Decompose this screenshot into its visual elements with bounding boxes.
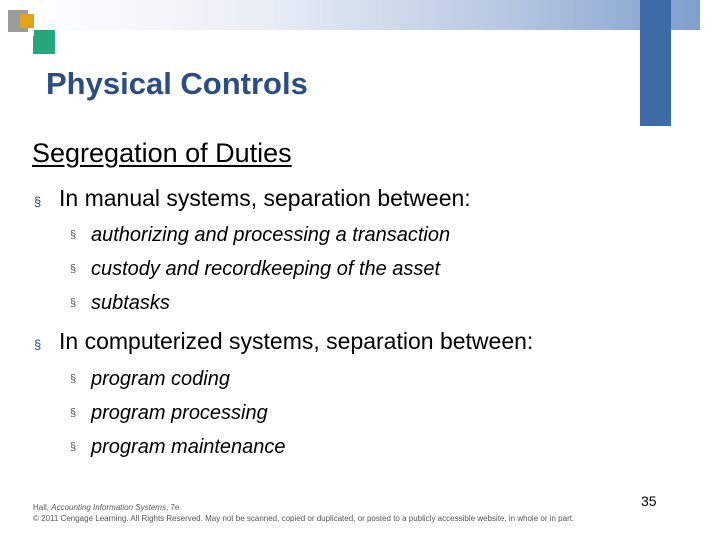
header-accent-bar (640, 0, 671, 126)
sub-bullet-item: program processing (91, 402, 268, 424)
page-number: 35 (641, 493, 657, 509)
footer-book-title: Accounting Information Systems (51, 503, 166, 512)
bullet-icon: § (34, 194, 42, 209)
sub-bullet-item: program coding (91, 368, 230, 390)
bullet-manual-systems: In manual systems, separation between: (59, 185, 471, 211)
logo-square-gap (28, 30, 34, 36)
footer-edition: , 7e (165, 503, 180, 512)
sub-bullet-icon: § (70, 229, 77, 241)
sub-bullet-icon: § (70, 297, 77, 309)
sub-bullet-item: program maintenance (91, 436, 286, 458)
footer-citation (33, 503, 179, 512)
sub-bullet-icon: § (70, 441, 77, 453)
sub-bullet-item: custody and recordkeeping of the asset (91, 258, 441, 280)
footer-author: Hall, (33, 503, 52, 512)
bullet-icon: § (34, 337, 42, 352)
logo-square-green (33, 30, 55, 54)
sub-bullet-icon: § (70, 263, 77, 275)
sub-bullet-icon: § (70, 373, 77, 385)
header-gradient-band (28, 0, 700, 30)
sub-bullet-item: subtasks (91, 292, 170, 314)
section-heading: Segregation of Duties (32, 138, 292, 168)
sub-bullet-icon: § (70, 407, 77, 419)
bullet-computerized-systems: In computerized systems, separation between: (59, 328, 534, 354)
sub-bullet-item: authorizing and processing a transaction (91, 224, 451, 246)
footer-copyright: © 2011 Cengage Learning. All Rights Reserved. May not be scanned, copied or duplicated, or posted to a publicly accessible website, in whole or in part. (33, 514, 575, 523)
slide-title: Physical Controls (46, 66, 308, 101)
logo-square-orange (20, 14, 34, 28)
